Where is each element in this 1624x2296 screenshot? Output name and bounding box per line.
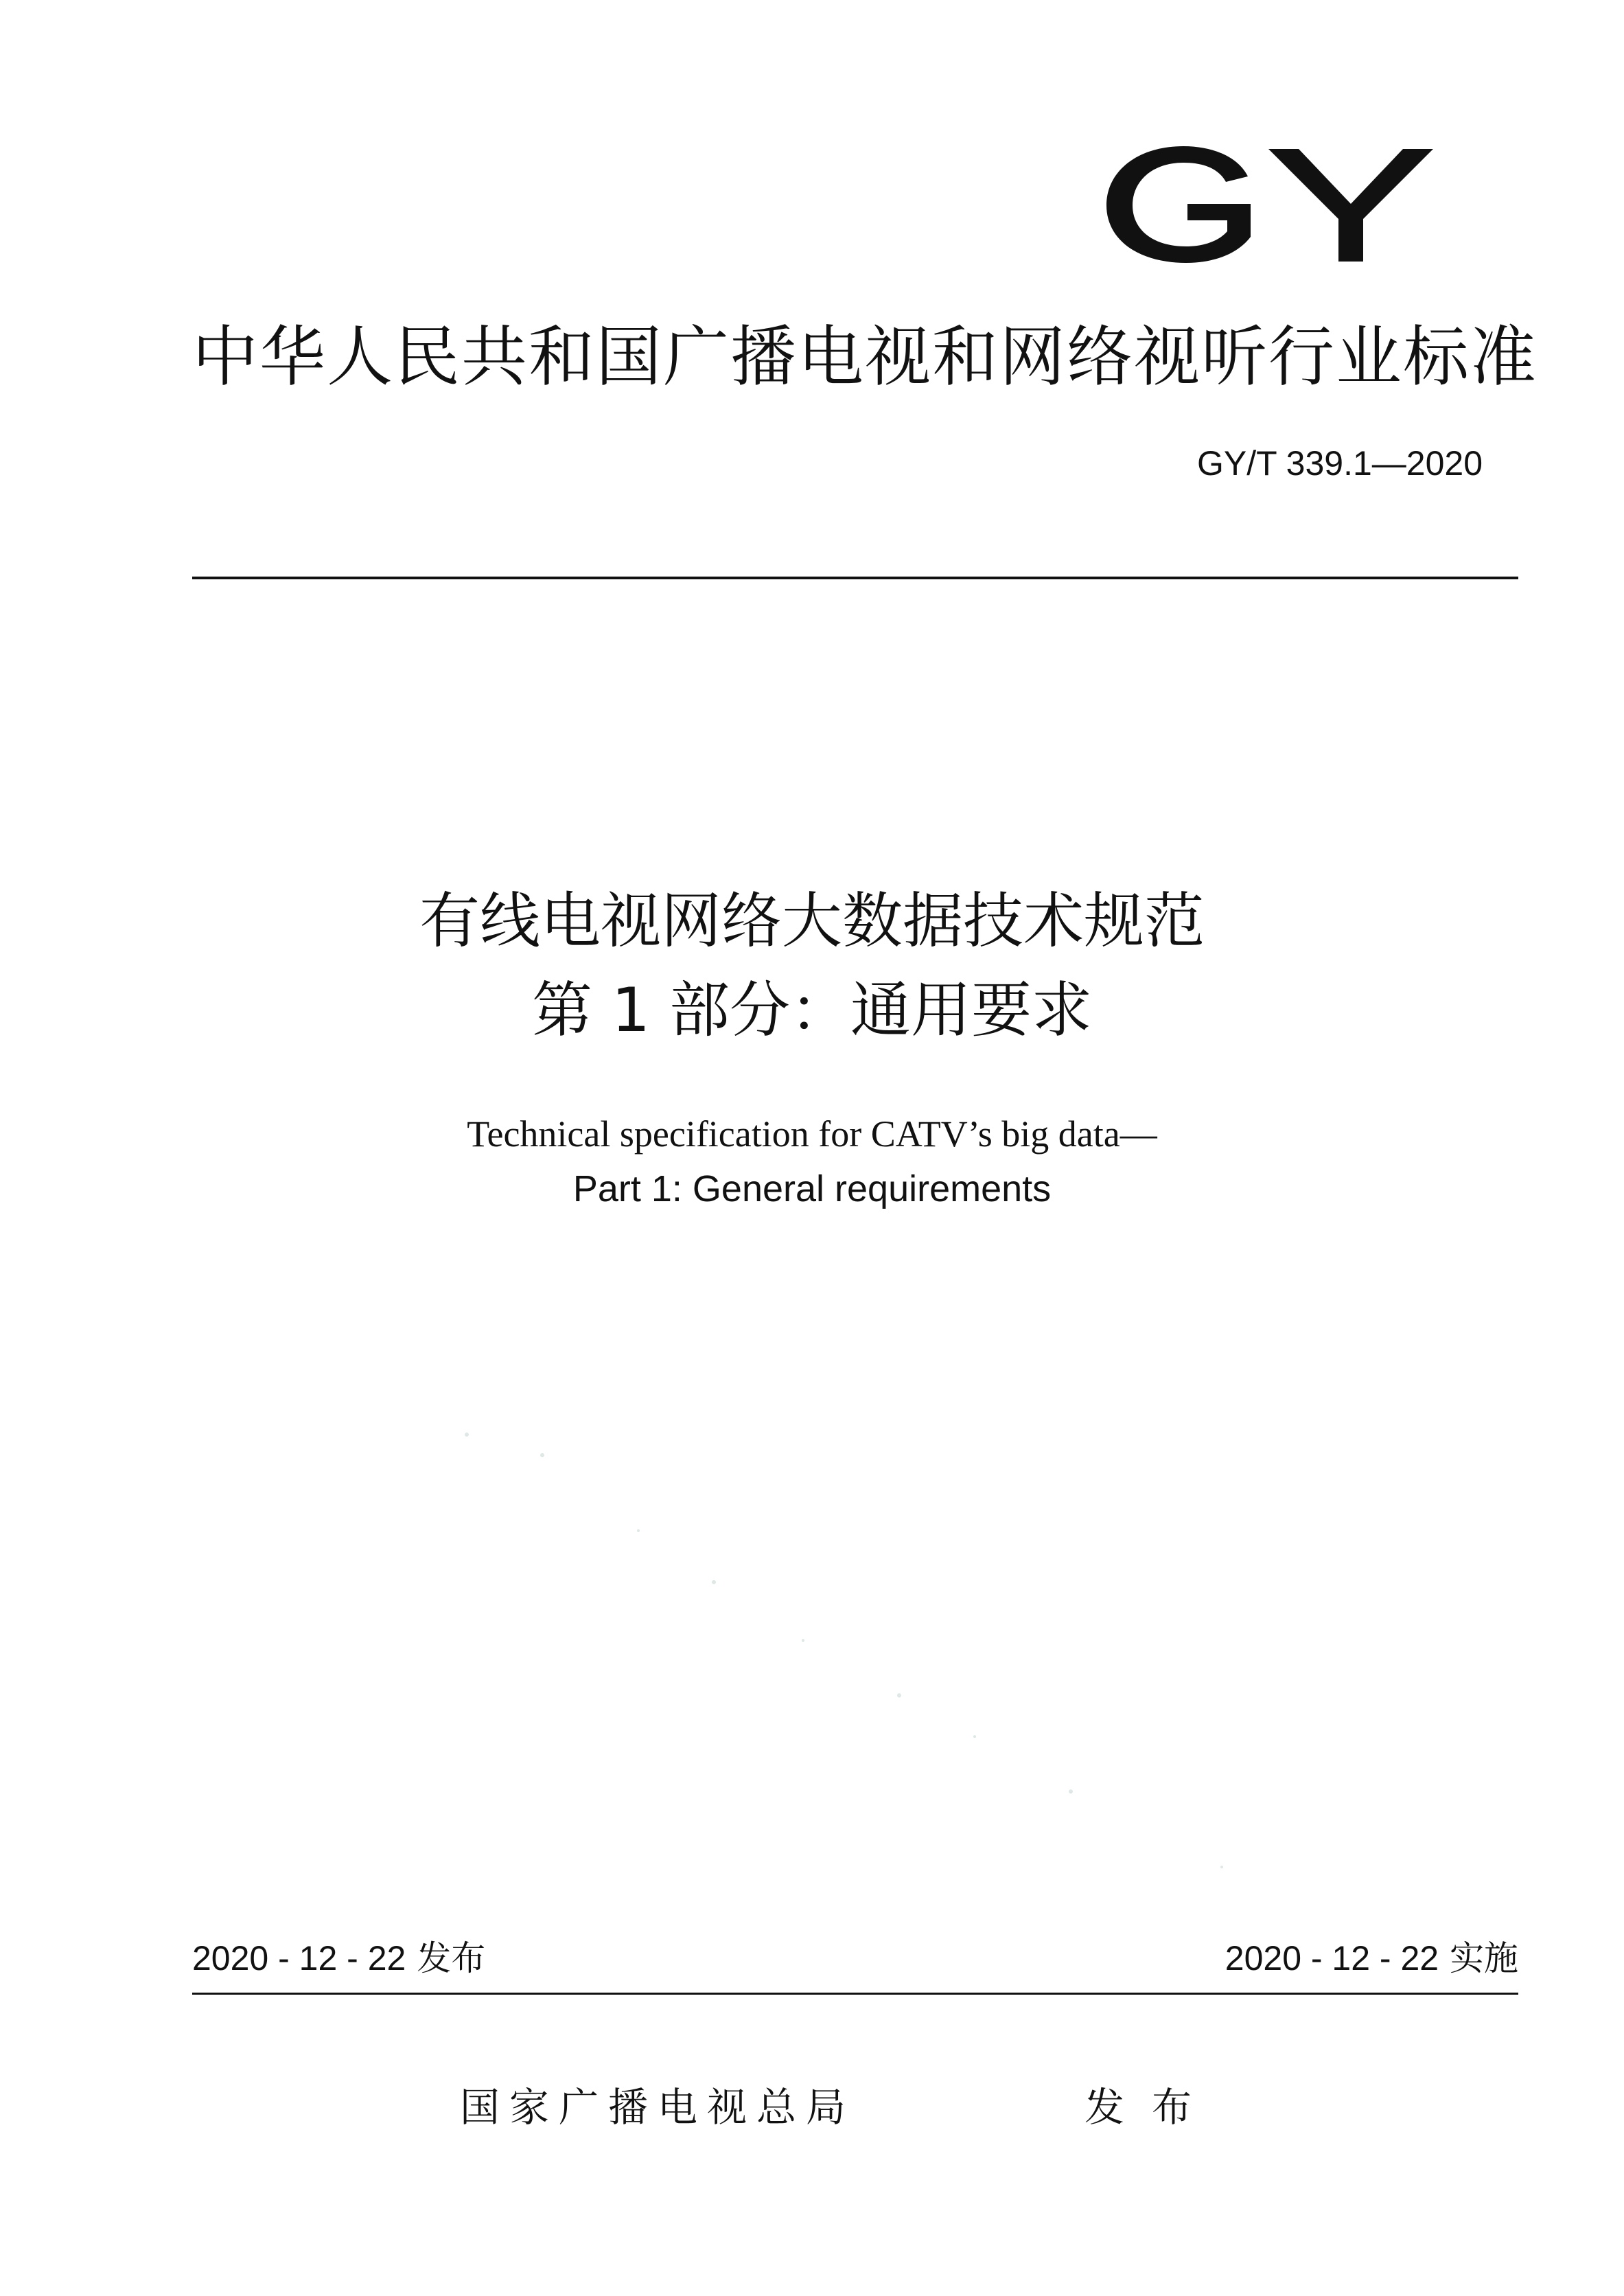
issue-action: 发布: [1084, 2084, 1220, 2131]
implement-date: 2020 - 12 - 22: [1225, 1939, 1439, 1978]
gy-logo: [1091, 134, 1441, 271]
implement-date-block: [1225, 1934, 1518, 1982]
sector-standard-title: 中华人民共和国广播电视和网络视听行业标准: [192, 318, 1538, 395]
implement-label: 实施: [1450, 1938, 1518, 1978]
chinese-title-line-1: 有线电视网络大数据技术规范: [419, 885, 1205, 956]
issue-date: 2020 - 12 - 22: [192, 1939, 406, 1978]
standard-number: GY/T 339.1—2020: [1196, 444, 1483, 483]
chinese-title-line-2: 第 1 部分：通用要求: [532, 975, 1092, 1045]
english-title-line-1: Technical specification for CATV’s big data—: [467, 1113, 1157, 1155]
english-title-line-2: Part 1: General requirements: [572, 1168, 1052, 1209]
issue-date-block: [192, 1934, 485, 1982]
header-divider: [192, 577, 1518, 579]
footer-divider: [192, 1993, 1518, 1995]
issue-label: 发布: [417, 1938, 486, 1978]
issuing-organization: 国家广播电视总局: [460, 2084, 856, 2131]
